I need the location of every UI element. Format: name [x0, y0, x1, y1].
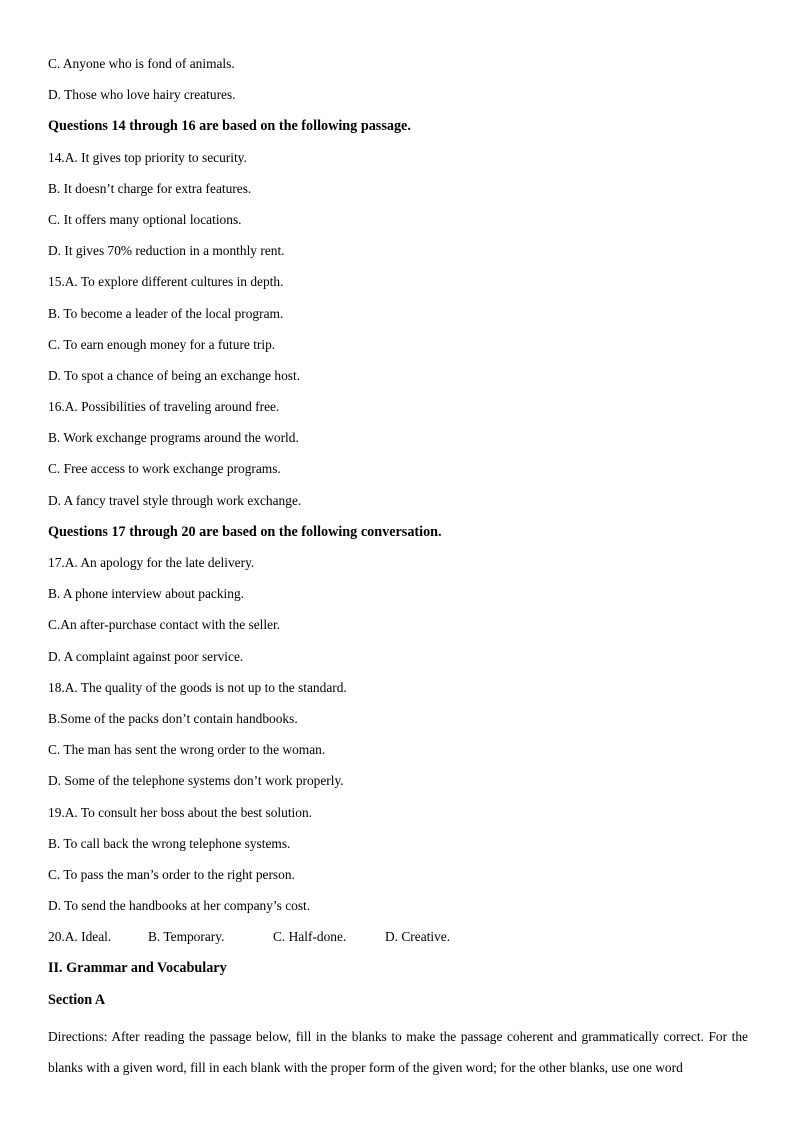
answer-option: C. To pass the man’s order to the right person.	[48, 866, 295, 882]
answer-option: 19.A. To consult her boss about the best solution.	[48, 804, 313, 820]
answer-option: B. To call back the wrong telephone systems.	[48, 835, 291, 851]
answer-option: 17.A. An apology for the late delivery.	[48, 555, 255, 570]
answer-option: 14.A. It gives top priority to security.	[48, 149, 247, 165]
answer-option: D. A complaint against poor service.	[48, 648, 244, 664]
answer-option: B. It doesn’t charge for extra features.	[48, 180, 252, 196]
answer-option: B.Some of the packs don’t contain handbooks.	[48, 710, 298, 726]
answer-option: D. It gives 70% reduction in a monthly rent.	[48, 243, 285, 259]
passage-heading: Questions 17 through 20 are based on the following conversation.	[48, 523, 442, 540]
document-page	[48, 54, 748, 1083]
answer-option: D. Some of the telephone systems don’t work properly.	[48, 773, 344, 789]
answer-option: D. A fancy travel style through work exchange.	[48, 492, 302, 508]
passage-heading: Questions 14 through 16 are based on the following passage.	[48, 118, 411, 135]
answer-option: C. To earn enough money for a future trip.	[48, 336, 276, 352]
section-heading: II. Grammar and Vocabulary	[48, 960, 227, 977]
subsection-heading: Section A	[48, 991, 106, 1008]
question-20-option-d: D. Creative.	[385, 929, 451, 945]
answer-option: C. The man has sent the wrong order to the woman.	[48, 742, 326, 758]
answer-option: 15.A. To explore different cultures in depth.	[48, 274, 284, 290]
question-20-option-a: 20.A. Ideal.	[48, 929, 112, 945]
question-20-option-b: B. Temporary.	[148, 929, 225, 945]
answer-option: C. It offers many optional locations.	[48, 211, 242, 227]
answer-option: C. Free access to work exchange programs.	[48, 461, 281, 477]
answer-option: D. To spot a chance of being an exchange host.	[48, 367, 301, 383]
answer-option: B. To become a leader of the local program.	[48, 305, 284, 321]
question-20-options	[48, 927, 748, 958]
question-20-option-c: C. Half-done.	[273, 929, 347, 945]
answer-option: D. To send the handbooks at her company’s cost.	[48, 898, 311, 914]
answer-option: D. Those who love hairy creatures.	[48, 87, 236, 103]
answer-option: C. Anyone who is fond of animals.	[48, 56, 235, 71]
directions-paragraph: Directions: After reading the passage below, fill in the blanks to make the passage coherent and grammatically correct. For the blanks with a given word, fill in each blank with the proper form of the given word; for the other blanks, use one word	[48, 1028, 748, 1076]
answer-option: 16.A. Possibilities of traveling around free.	[48, 399, 280, 415]
answer-option: B. A phone interview about packing.	[48, 586, 244, 602]
answer-option: C.An after-purchase contact with the seller.	[48, 617, 281, 633]
answer-option: 18.A. The quality of the goods is not up to the standard.	[48, 679, 347, 695]
answer-option: B. Work exchange programs around the world.	[48, 430, 299, 446]
question-list	[48, 54, 748, 927]
